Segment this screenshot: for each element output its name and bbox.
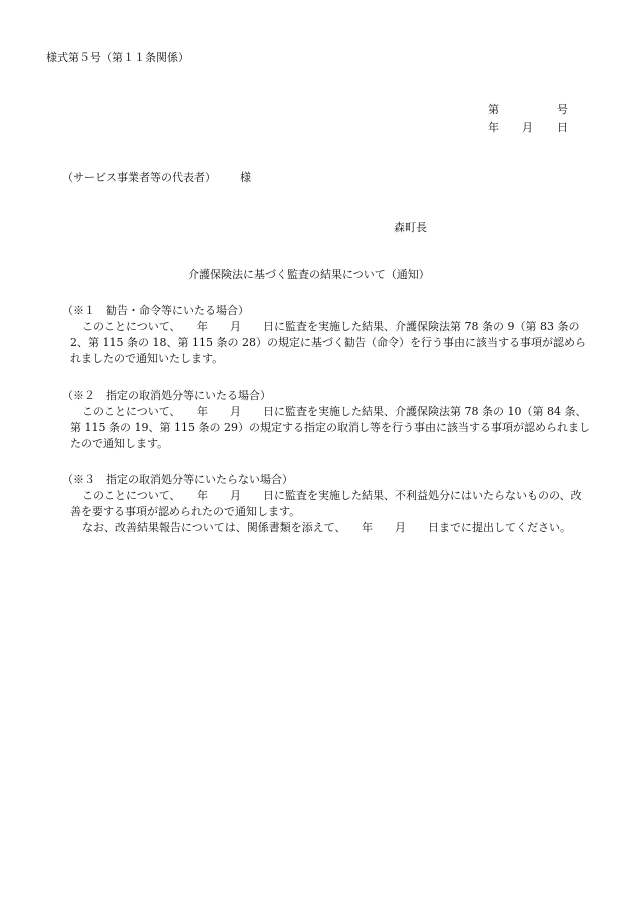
section-heading: （※２ 指定の取消処分等にいたる場合）	[62, 389, 271, 402]
section-body: このことについて、 年 月 日に監査を実施した結果、不利益処分にはいたらないものの、改善を要する事項が認められたので通知します。	[70, 489, 582, 518]
section-revocation	[62, 388, 592, 452]
doc-number-suffix: 号	[557, 103, 568, 116]
section-no-revocation	[62, 472, 592, 536]
document-title: 介護保険法に基づく監査の結果について（通知）	[188, 268, 430, 281]
addressee: （サービス事業者等の代表者）	[62, 171, 216, 184]
date-day: 日	[557, 121, 568, 134]
sender: 森町長	[394, 221, 427, 234]
section-heading: （※３ 指定の取消処分等にいたらない場合）	[62, 473, 293, 486]
date-year: 年	[488, 121, 499, 134]
section-body: このことについて、 年 月 日に監査を実施した結果、介護保険法第 78 条の 9（第 83 条の 2、第 115 条の 18、第 115 条の 28）の規定に基づく勧告（命令）を行う事由に該当する事項が認められましたので通知いたします。	[70, 320, 586, 365]
date-month: 月	[522, 121, 533, 134]
section-heading: （※１ 勧告・命令等にいたる場合）	[62, 304, 249, 317]
section-body: このことについて、 年 月 日に監査を実施した結果、介護保険法第 78 条の 10（第 84 条、第 115 条の 19、第 115 条の 29）の規定する指定の取消し等を行う事由に該当する事項が認められましたので通知します。	[70, 405, 590, 450]
section-recommendation	[62, 303, 592, 367]
section-body-note: なお、改善結果報告については、関係書類を添えて、 年 月 日までに提出してください。	[82, 521, 572, 534]
form-number: 様式第５号（第１１条関係）	[46, 51, 189, 64]
honorific: 様	[240, 171, 251, 184]
doc-number-prefix: 第	[488, 103, 499, 116]
